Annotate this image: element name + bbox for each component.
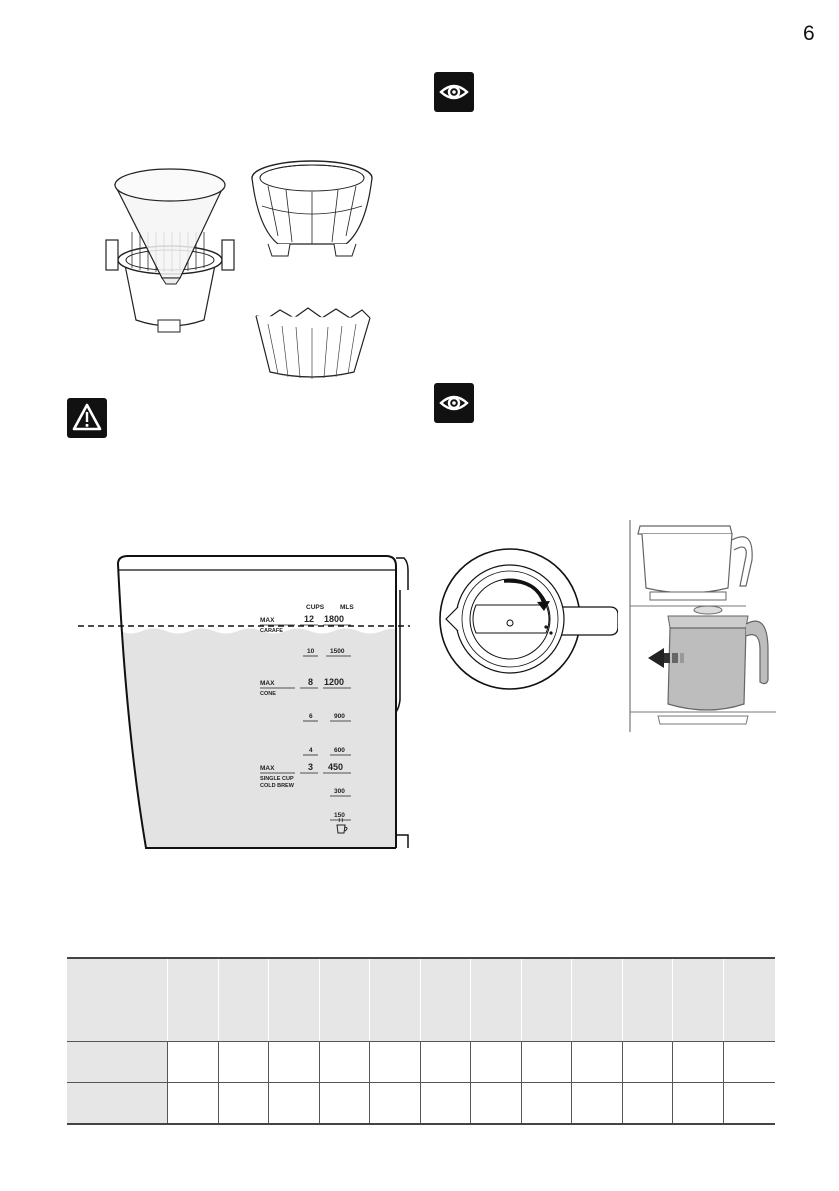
water-tank-scale-illustration: [78, 550, 410, 852]
table-cell: [521, 1042, 571, 1083]
table-header-cell: [420, 958, 470, 1042]
table-row: [67, 1083, 775, 1125]
table-cell: [167, 1083, 218, 1125]
scale-cups-value: 6: [309, 713, 313, 720]
scale-cups-value: 8: [308, 677, 314, 687]
table-row: [67, 1042, 775, 1083]
table-cell: [167, 1042, 218, 1083]
coffee-maker-carafe-removal-illustration: [628, 520, 778, 732]
table-cell: [672, 1083, 723, 1125]
scale-cups-value: 3: [308, 762, 314, 772]
scale-mls-value: 150: [334, 812, 345, 819]
table-header-cell: [268, 958, 319, 1042]
table-cell: [268, 1042, 319, 1083]
table-header-cell: [67, 958, 167, 1042]
scale-cups-value: 12: [304, 614, 315, 624]
eye-icon: [434, 383, 474, 423]
scale-max-label: MAX: [260, 617, 275, 624]
table-header-cell: [319, 958, 369, 1042]
table-header-cell: [167, 958, 218, 1042]
table-cell: [218, 1042, 268, 1083]
table-header-cell: [470, 958, 521, 1042]
table-cell: [319, 1083, 369, 1125]
scale-max-label: MAX: [260, 680, 275, 687]
table-cell: [218, 1083, 268, 1125]
scale-col-cups: CUPS: [306, 604, 325, 611]
scale-mls-value: 1200: [324, 677, 345, 687]
table-header-cell: [369, 958, 420, 1042]
scale-mls-value: 450: [328, 762, 344, 772]
paper-basket-filter-illustration: [250, 298, 374, 384]
table-cell: [420, 1083, 470, 1125]
table-cell: [369, 1042, 420, 1083]
eye-icon: [434, 72, 474, 112]
scale-sub-label: CONE: [260, 691, 276, 697]
table-header-cell: [622, 958, 672, 1042]
scale-mls-value: 1800: [324, 614, 345, 624]
table-header-row: [67, 958, 775, 1042]
table-header-cell: [672, 958, 723, 1042]
table-cell: [420, 1042, 470, 1083]
table-cell: [470, 1042, 521, 1083]
table-header-cell: [521, 958, 571, 1042]
scale-max-label: MAX: [260, 765, 275, 772]
table-header-cell: [571, 958, 622, 1042]
table-cell: [470, 1083, 521, 1125]
scale-mls-value: 1500: [330, 648, 345, 655]
table-row-header: [67, 1042, 167, 1083]
table-cell: [723, 1042, 775, 1083]
scale-sub-label: SINGLE CUP: [260, 776, 294, 782]
table-header-cell: [218, 958, 268, 1042]
table-row-header: [67, 1083, 167, 1125]
table-cell: [571, 1042, 622, 1083]
scale-mls-value: 300: [334, 788, 345, 795]
carafe-lid-rotation-illustration: [438, 545, 618, 693]
table-cell: [571, 1083, 622, 1125]
scale-mls-value: 600: [334, 747, 345, 754]
data-table: [67, 957, 775, 1125]
scale-sub-label: COLD BREW: [260, 783, 294, 789]
table-cell: [672, 1042, 723, 1083]
scale-col-mls: MLS: [340, 604, 354, 611]
table-cell: [723, 1083, 775, 1125]
page-number: 6: [803, 22, 815, 45]
filter-basket-with-cone-illustration: [100, 160, 240, 340]
table-cell: [369, 1083, 420, 1125]
scale-sub-label: CARAFE: [260, 628, 283, 634]
scale-cups-value: 4: [309, 747, 313, 754]
scale-mls-value: 900: [334, 713, 345, 720]
table-cell: [622, 1083, 672, 1125]
scale-cups-value: 10: [307, 648, 315, 655]
table-cell: [521, 1083, 571, 1125]
warning-triangle-icon: [67, 398, 107, 438]
table-header-cell: [723, 958, 775, 1042]
permanent-filter-illustration: [248, 156, 376, 262]
table-cell: [319, 1042, 369, 1083]
table-cell: [268, 1083, 319, 1125]
table-cell: [622, 1042, 672, 1083]
